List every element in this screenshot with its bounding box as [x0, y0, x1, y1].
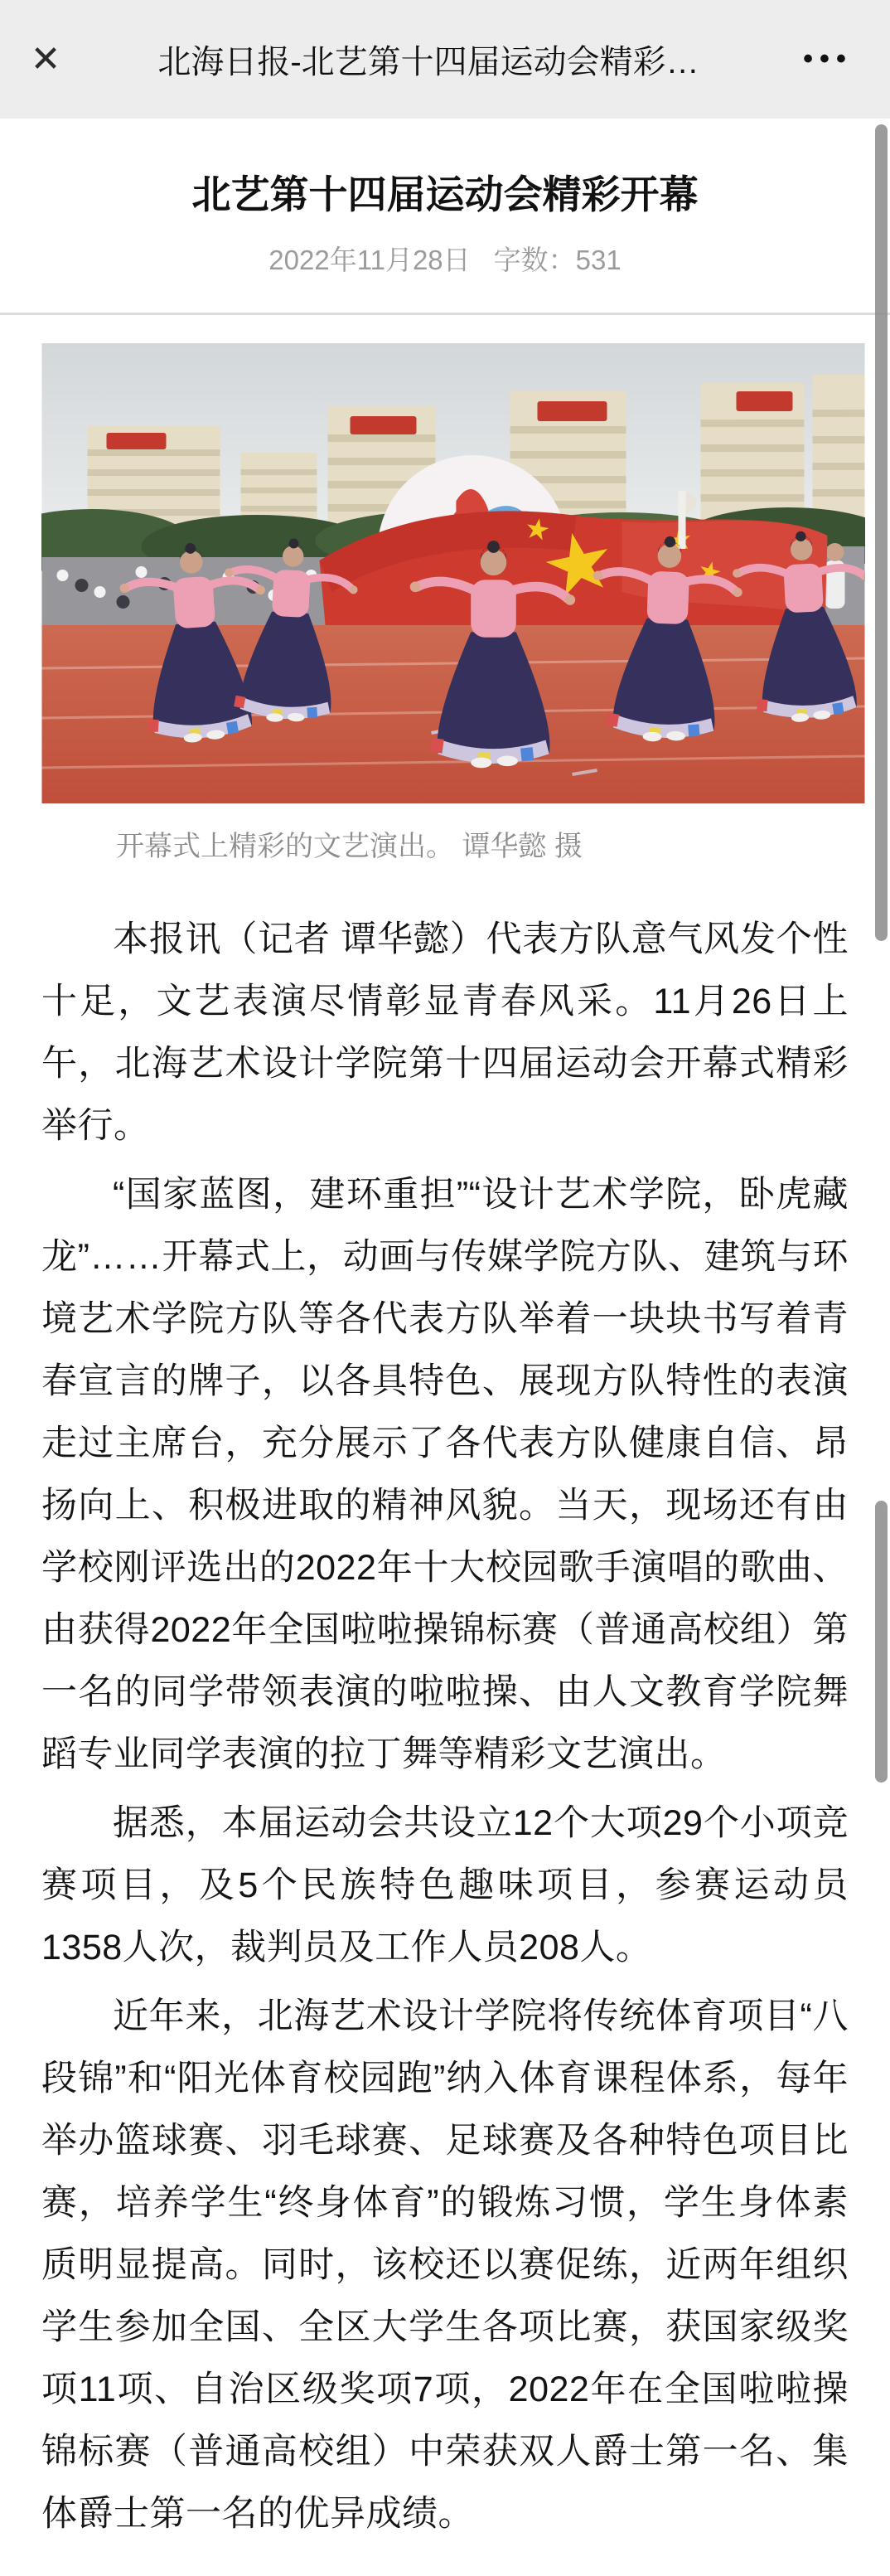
paragraph: “国家蓝图，建环重担”“设计艺术学院，卧虎藏龙”……开幕式上，动画与传媒学院方队、建筑与环境艺术学院方队等各代表方队举着一块块书写着青春宣言的牌子，以各具特色、展现方队特性的表演走过主席台，充分展示了各代表方队健康自信、昂扬向上、积极进取的精神风貌。当天，现场还有由学校刚评选出的2022年十大校园歌手演唱的歌曲、由获得2022年全国啦啦操锦标赛（普通高校组）第一名的同学带领表演的啦啦操、由人文教育学院舞蹈专业同学表演的拉丁舞等精彩文艺演出。: [41, 1174, 849, 1774]
topbar: [0, 0, 890, 119]
article-body: [41, 909, 849, 2545]
more-options-icon[interactable]: •••: [803, 43, 853, 75]
photo-caption: 开幕式上精彩的文艺演出。 谭华懿 摄: [116, 831, 583, 863]
word-count: 字数：531: [493, 245, 622, 276]
publish-date: 2022年11月28日: [268, 245, 471, 276]
divider-line: [0, 313, 890, 315]
paragraph: 据悉，本届运动会共设立12个大项29个小项竞赛项目，及5个民族特色趣味项目，参赛运动员1358人次，裁判员及工作人员208人。: [41, 1802, 849, 1967]
scrollbar-thumb[interactable]: [875, 1501, 888, 1783]
article-photo[interactable]: [41, 343, 865, 803]
article-meta: [0, 239, 890, 278]
paragraph: 近年来，北海艺术设计学院将传统体育项目“八段锦”和“阳光体育校园跑”纳入体育课程体系，每年举办篮球赛、羽毛球赛、足球赛及各种特色项目比赛，培养学生“终身体育”的锻炼习惯，学生身体素质明显提高。同时，该校还以赛促练，近两年组织学生参加全国、全区大学生各项比赛，获国家级奖项11项、自治区级奖项7项，2022年在全国啦啦操锦标赛（普通高校组）中荣获双人爵士第一名、集体爵士第一名的优异成绩。: [41, 1996, 849, 2534]
page-title: 北艺第十四届运动会精彩开幕: [191, 172, 699, 216]
paragraph: 本报讯（记者 谭华懿）代表方队意气风发个性十足，文艺表演尽情彰显青春风采。11月26日上午，北海艺术设计学院第十四届运动会开幕式精彩举行。: [41, 919, 849, 1146]
close-icon[interactable]: ✕: [30, 39, 61, 80]
topbar-title: 北海日报-北艺第十四届运动会精彩…: [157, 44, 699, 80]
scrollbar-thumb[interactable]: [875, 124, 888, 941]
